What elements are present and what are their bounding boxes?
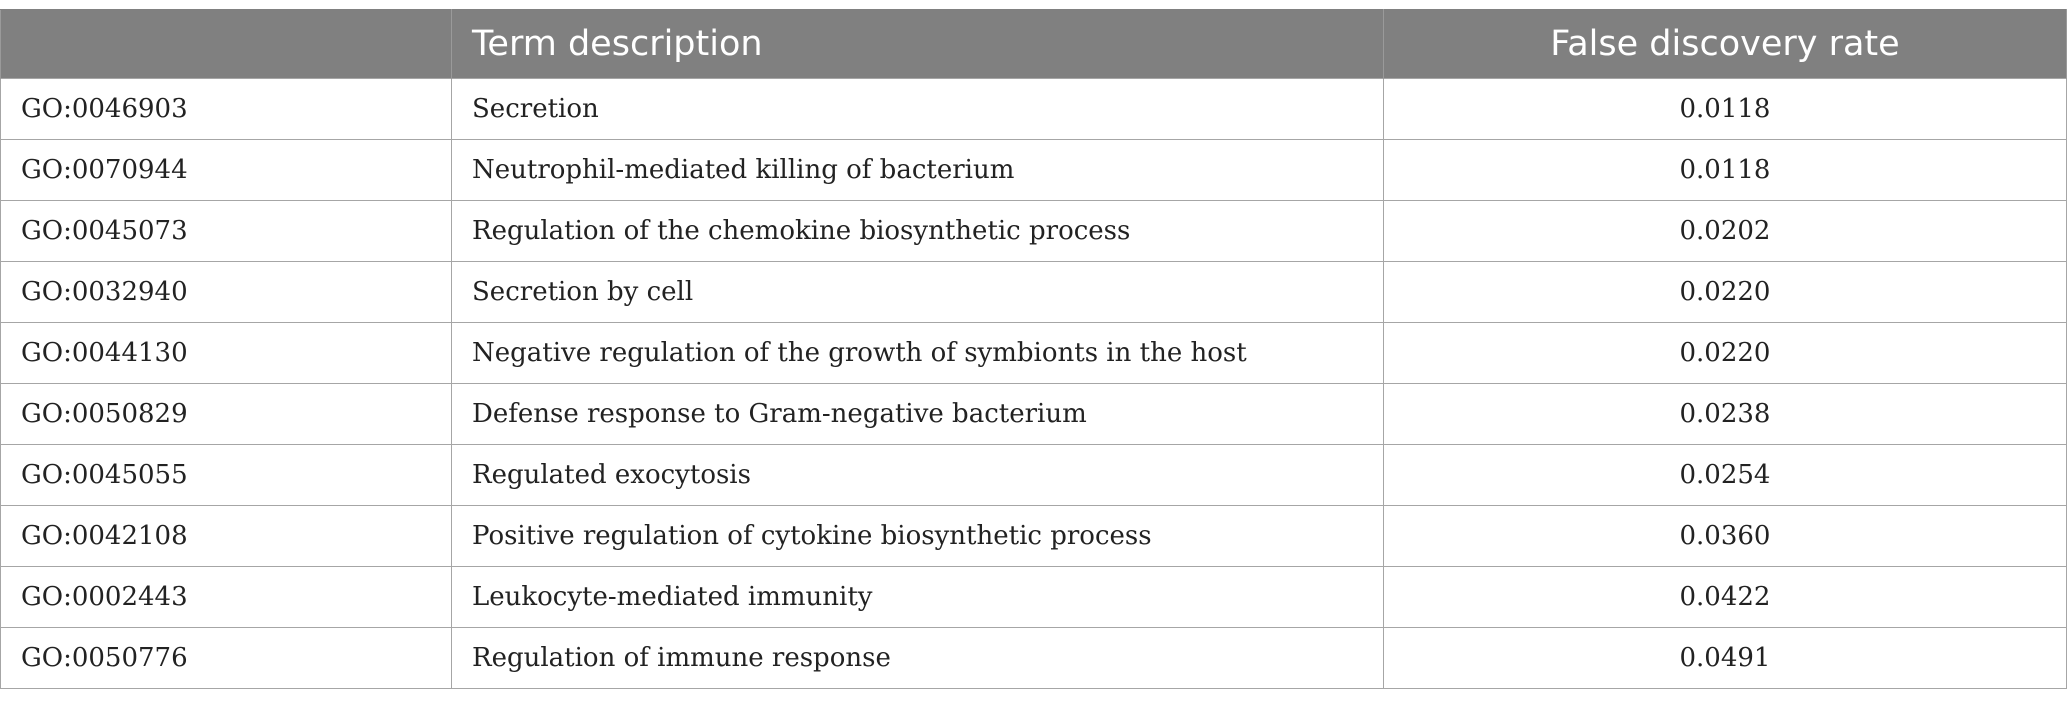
fdr-cell: 0.0118	[1384, 79, 2067, 140]
term-cell: Negative regulation of the growth of symbionts in the host	[452, 323, 1384, 384]
fdr-cell: 0.0220	[1384, 323, 2067, 384]
term-cell: Neutrophil-mediated killing of bacterium	[452, 140, 1384, 201]
table-row	[1, 262, 2067, 323]
term-cell: Positive regulation of cytokine biosynthetic process	[452, 506, 1384, 567]
table-header	[1, 10, 2067, 79]
go-enrichment-table	[0, 9, 2067, 689]
header-go-id	[1, 10, 452, 79]
fdr-cell: 0.0202	[1384, 201, 2067, 262]
table-row	[1, 140, 2067, 201]
go-id-cell: GO:0032940	[1, 262, 452, 323]
table-row	[1, 323, 2067, 384]
fdr-cell: 0.0360	[1384, 506, 2067, 567]
fdr-cell: 0.0491	[1384, 628, 2067, 689]
table-row	[1, 384, 2067, 445]
header-false-discovery-rate: False discovery rate	[1384, 10, 2067, 79]
term-cell: Defense response to Gram-negative bacterium	[452, 384, 1384, 445]
fdr-cell: 0.0238	[1384, 384, 2067, 445]
go-id-cell: GO:0045055	[1, 445, 452, 506]
go-id-cell: GO:0046903	[1, 79, 452, 140]
go-id-cell: GO:0042108	[1, 506, 452, 567]
term-cell: Regulation of the chemokine biosynthetic process	[452, 201, 1384, 262]
go-id-cell: GO:0044130	[1, 323, 452, 384]
term-cell: Secretion	[452, 79, 1384, 140]
term-cell: Leukocyte-mediated immunity	[452, 567, 1384, 628]
table-row	[1, 201, 2067, 262]
go-id-cell: GO:0045073	[1, 201, 452, 262]
header-row	[1, 10, 2067, 79]
table-row	[1, 628, 2067, 689]
table-row	[1, 79, 2067, 140]
term-cell: Regulation of immune response	[452, 628, 1384, 689]
go-id-cell: GO:0070944	[1, 140, 452, 201]
fdr-cell: 0.0254	[1384, 445, 2067, 506]
go-id-cell: GO:0050829	[1, 384, 452, 445]
fdr-cell: 0.0220	[1384, 262, 2067, 323]
go-id-cell: GO:0002443	[1, 567, 452, 628]
table-row	[1, 445, 2067, 506]
term-cell: Secretion by cell	[452, 262, 1384, 323]
go-id-cell: GO:0050776	[1, 628, 452, 689]
fdr-cell: 0.0118	[1384, 140, 2067, 201]
header-term-description: Term description	[452, 10, 1384, 79]
term-cell: Regulated exocytosis	[452, 445, 1384, 506]
table-row	[1, 506, 2067, 567]
fdr-cell: 0.0422	[1384, 567, 2067, 628]
table-row	[1, 567, 2067, 628]
table-body	[1, 79, 2067, 689]
